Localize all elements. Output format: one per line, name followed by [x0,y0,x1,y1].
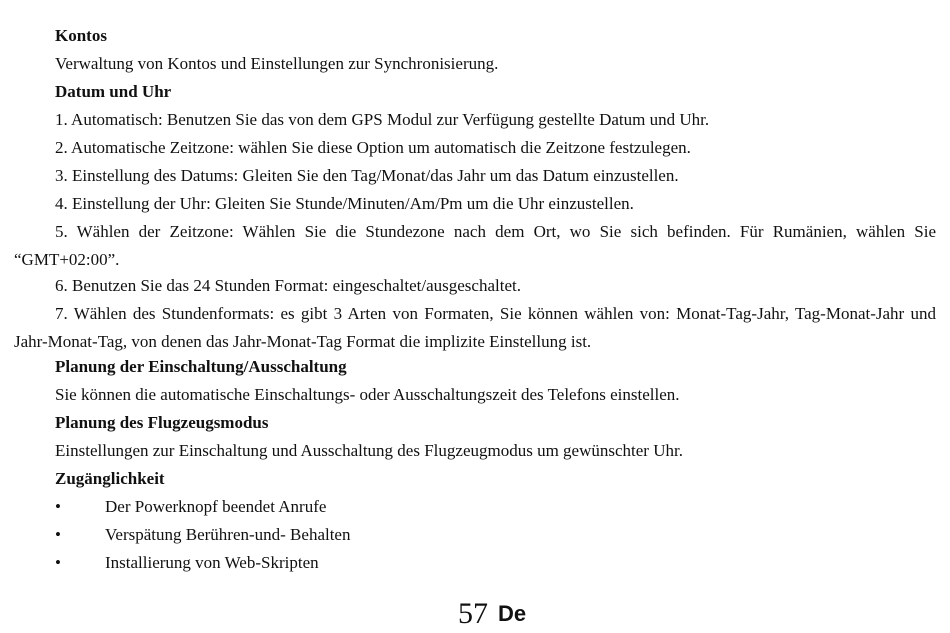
list-item: 2. Automatische Zeitzone: wählen Sie diese Option um automatisch die Zeitzone festzulegen. [55,138,691,157]
bullet-icon: • [55,553,61,572]
list-item: 6. Benutzen Sie das 24 Stunden Format: eingeschaltet/ausgeschaltet. [55,276,521,295]
list-item: 7. Wählen des Stundenformats: es gibt 3 Arten von Formaten, Sie können wählen von: Monat-Tag-Jahr, Tag-Monat-Jahr und Jahr-Monat-Tag, von denen das Jahr-Monat-Tag Format die implizite Einstellung ist. [14,304,936,351]
paragraph-planung-einschaltung: Sie können die automatische Einschaltungs- oder Ausschaltungszeit des Telefons einstellen. [55,385,680,404]
paragraph-kontos: Verwaltung von Kontos und Einstellungen zur Synchronisierung. [55,54,499,73]
list-item: Installierung von Web-Skripten [105,553,319,572]
heading-planung-flugzeug: Planung des Flugzeugsmodus [55,413,269,432]
page-footer [458,596,526,632]
heading-datum-und-uhr: Datum und Uhr [55,82,172,101]
list-item: 5. Wählen der Zeitzone: Wählen Sie die Stundezone nach dem Ort, wo Sie sich befinden. Für Rumänien, wählen Sie “GMT+02:00”. [14,222,936,269]
list-item: 1. Automatisch: Benutzen Sie das von dem GPS Modul zur Verfügung gestellte Datum und Uhr. [55,110,710,129]
list-item: Der Powerknopf beendet Anrufe [105,497,327,516]
heading-planung-einschaltung: Planung der Einschaltung/Ausschaltung [55,357,347,376]
paragraph-planung-flugzeug: Einstellungen zur Einschaltung und Ausschaltung des Flugzeugmodus um gewünschter Uhr. [55,441,683,460]
heading-kontos: Kontos [55,26,107,45]
list-item: Verspätung Berühren-und- Behalten [105,525,351,544]
bullet-icon: • [55,525,61,544]
list-item: 4. Einstellung der Uhr: Gleiten Sie Stunde/Minuten/Am/Pm um die Uhr einzustellen. [55,194,634,213]
bullet-icon: • [55,497,61,516]
heading-zugaenglichkeit: Zugänglichkeit [55,469,165,488]
list-item: 3. Einstellung des Datums: Gleiten Sie den Tag/Monat/das Jahr um das Datum einzustellen. [55,166,679,185]
page-number: 57 [458,597,488,630]
language-label: De [498,601,527,626]
